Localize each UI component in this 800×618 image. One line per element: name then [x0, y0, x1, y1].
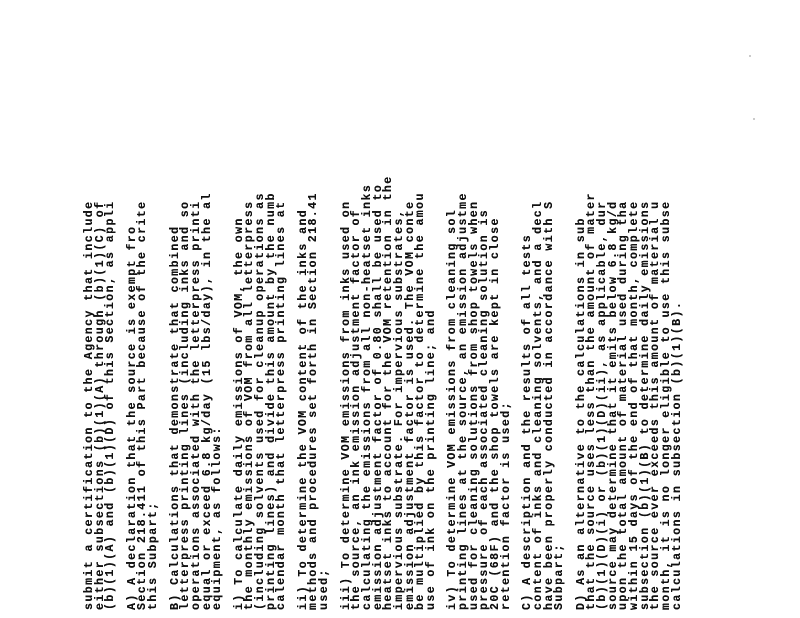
text-line: calendar month that letterpress printing lines at: [275, 200, 289, 610]
text-line: B) Calculations that demonstrate that combined: [168, 225, 182, 610]
text-line: (b)(1)(D)(i) or (b)(1)(D)(ii), as applicable, dur: [596, 200, 609, 610]
text-line: printing lines) and divide this amount by the numb: [264, 192, 278, 610]
text-line: 20C (68F) and the shop towels are kept in close: [489, 217, 503, 610]
text-line: calculating the emissions from all non-heatset inks: [360, 183, 374, 610]
text-line: operations associated with the letterpress printi: [189, 200, 203, 610]
text-line: C) A description and the results of all tests: [521, 233, 535, 610]
text-line: emission adjustment factor of 0.80 shall be used to: [371, 183, 385, 610]
text-line: Subpart;: [553, 543, 567, 610]
rotated-text-block: [85, 70, 684, 610]
text-line: (b)(1)(A) and (b)(1)(D) of this Section, as appli: [104, 200, 118, 610]
text-line: be multiplied by this factor to determine the amou: [414, 192, 428, 610]
text-line: month, it is no longer eligible to use this subse: [660, 200, 674, 610]
text-line: equal or exceed 6.8 kg/day (15 lbs/day), in the al: [200, 192, 214, 610]
text-line: impervious substrate. For impervious substrates,: [392, 208, 406, 610]
text-line: upon the total amount of material used during tha: [617, 200, 631, 610]
text-line: content of inks and cleaning solvents, and a decl: [531, 200, 545, 610]
text-line: (including solvents used for cleanup operations as: [254, 192, 267, 610]
text-line: the source, an ink emission adjustment factor of: [350, 208, 364, 610]
text-line: use of ink on the printing line; and: [425, 309, 438, 610]
text-line: emission adjustment factor is used. The VOM conte: [403, 200, 417, 610]
text-line: the source ever exceeds this amount of material u: [649, 200, 663, 610]
text-line: submit a certification to the Agency that include: [83, 200, 96, 610]
text-line: equipment, as follows:: [211, 426, 225, 610]
text-line: that the source uses less than the amount of mater: [585, 192, 599, 610]
text-line: A) A declaration that the source is exempt fro: [125, 225, 139, 610]
scan-speck: [749, 55, 751, 57]
text-line: letterpress printing lines (including inks and so: [179, 200, 193, 610]
text-line: have been properly conducted in accordance with S: [542, 200, 556, 610]
text-line: iii) To determine VOM emissions from inks used on: [339, 200, 353, 610]
text-line: heatset inks to account for the VOM retention in the: [382, 175, 396, 610]
text-line: retention factor is used;: [499, 401, 513, 610]
scan-speck: [753, 118, 755, 120]
text-line: ii) To determine the VOM content of the inks and: [296, 208, 310, 610]
text-line: calculations in subsection (b)(1)(B).: [670, 300, 684, 610]
text-line: pressure of each associated cleaning solution is: [478, 208, 492, 610]
text-line: methods and procedures set forth in Section 218.41: [307, 192, 321, 610]
text-line: Section 218.411 of this Part because of the crite: [136, 200, 150, 610]
text-line: this Subpart;: [147, 501, 161, 610]
text-line: either subsections (b)(1)(A) through (b)(1)(C) of: [93, 200, 107, 610]
text-line: used for cleaning solutions from shop towels when: [467, 200, 481, 610]
text-line: subsection (b)(1)(B) to determine daily emissions: [638, 200, 652, 610]
text-line: the monthly emissions of VOM from all letterpress: [243, 200, 257, 610]
text-line: i) To calculate daily emissions of VOM, the own: [232, 217, 246, 610]
text-line: used;: [318, 568, 332, 610]
text-line: within 15 days of the end of that month, complete: [628, 200, 642, 610]
text-line: iv) To determine VOM emissions from cleaning sol: [446, 208, 460, 610]
text-line: D) As an alternative to the calculations in sub: [574, 217, 588, 610]
text-line: printing lines at the source, an emission adjustme: [457, 192, 471, 610]
text-line: source may determine that it emits below 6.8 kg/d: [606, 200, 620, 610]
